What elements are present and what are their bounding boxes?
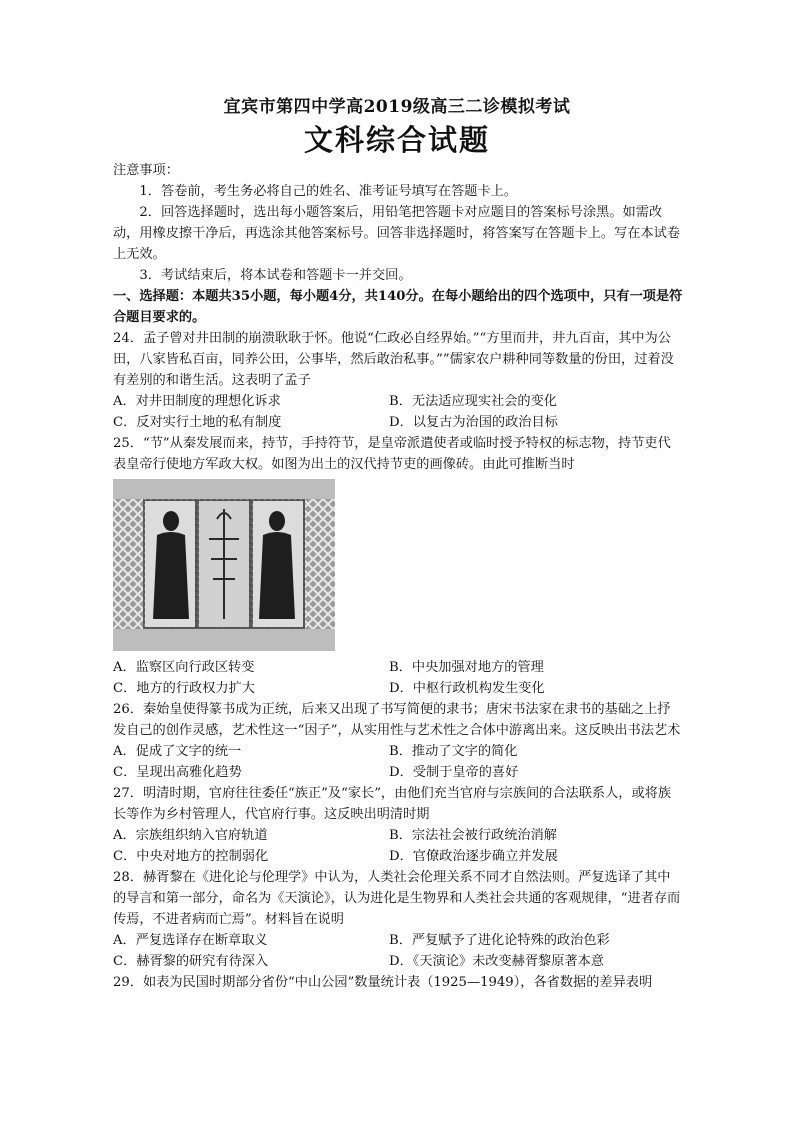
option-a: A．对井田制度的理想化诉求 [113,394,281,409]
question-26 [113,699,683,783]
question-25 [113,433,683,699]
option-a: A．监察区向行政区转变 [113,660,255,675]
question-stem: 24．孟子曾对井田制的崩溃耿耿于怀。他说“仁政必自经界始。”“方里而井，井九百亩，其中为公田，八家皆私百亩，同养公田，公事毕，然后敢治私事。””儒家农户耕种同等数量的份田，过着没有差别的和谐生活。这表明了孟子 [113,331,674,388]
question-29 [113,972,683,993]
option-d: D．官僚政治逐步确立并发展 [389,849,558,864]
option-d: D．《天演论》未改变赫胥黎原著本意 [389,954,604,969]
question-options [113,825,683,867]
question-options [113,930,683,972]
question-options [113,741,683,783]
question-27 [113,783,683,867]
question-options [113,657,683,699]
option-c: C．反对实行土地的私有制度 [113,415,282,430]
option-b: B．严复赋予了进化论特殊的政治色彩 [389,933,610,948]
notice-title: 注意事项： [113,163,179,178]
option-a: A．严复选译存在断章取义 [113,933,268,948]
option-c: C．呈现出高雅化趋势 [113,765,242,780]
exam-header-school: 宜宾市第四中学高2019级高三二诊模拟考试 [223,97,571,117]
question-stem: 26．秦始皇使得篆书成为正统，后来又出现了书写简便的隶书；唐宋书法家在隶书的基础之上抒发自己的创作灵感，艺术性这一“因子”，从实用性与艺术性之合体中游离出来。这反映出书法艺术 [113,702,681,738]
option-b: B．中央加强对地方的管理 [389,660,544,675]
han-brick-relief-image [113,479,335,651]
question-stem: 29．如表为民国时期部分省份“中山公园”数量统计表（1925—1949），各省数据的差异表明 [113,975,653,990]
notice-item-2: 2．回答选择题时，选出每小题答案后，用铅笔把答题卡对应题目的答案标号涂黑。如需改动，用橡皮擦干净后，再选涂其他答案标号。回答非选择题时，将答案写在答题卡上。写在本试卷上无效。 [113,205,681,262]
section-heading: 一、选择题：本题共35小题，每小题4分，共140分。在每小题给出的四个选项中，只有一项是符合题目要求的。 [113,289,683,325]
option-b: B．无法适应现实社会的变化 [389,394,557,409]
question-options [113,391,683,433]
option-c: C．中央对地方的控制弱化 [113,849,269,864]
option-b: B．推动了文字的简化 [389,744,518,759]
notice-item-1: 1．答卷前，考生务必将自己的姓名、准考证号填写在答题卡上。 [139,184,518,199]
notice-item-3: 3．考试结束后，将本试卷和答题卡一并交回。 [139,268,412,283]
option-d: D．以复古为治国的政治目标 [389,415,558,430]
question-24 [113,328,683,433]
option-a: A．促成了文字的统一 [113,744,242,759]
option-c: C．赫胥黎的研究有待深入 [113,954,269,969]
question-28 [113,867,683,972]
option-b: B．宗法社会被行政统治消解 [389,828,557,843]
exam-content [113,160,683,993]
question-stem: 27．明清时期，官府往往委任“族正”及“家长”，由他们充当官府与宗族间的合法联系人，或将族长等作为乡村管理人，代官府行事。这反映出明清时期 [113,786,672,822]
question-stem: 28．赫胥黎在《进化论与伦理学》中认为，人类社会伦理关系不同才自然法则。严复选译了其中的导言和第一部分，命名为《天演论》，认为进化是生物界和人类社会共通的客观规律，“进者存而传焉，不进者病而亡焉”。材料旨在说明 [113,870,681,927]
option-a: A．宗族组织纳入官府轨道 [113,828,268,843]
option-c: C．地方的行政权力扩大 [113,681,255,696]
option-d: D．中枢行政机构发生变化 [389,681,545,696]
option-d: D．受制于皇帝的喜好 [389,765,519,780]
exam-header-subject: 文科综合试题 [303,123,490,157]
question-stem: 25．“节”从秦发展而来，持节，手持符节，是皇帝派遣使者或临时授予特权的标志物，持节吏代表皇帝行使地方军政大权。如图为出土的汉代持节吏的画像砖。由此可推断当时 [113,436,671,472]
